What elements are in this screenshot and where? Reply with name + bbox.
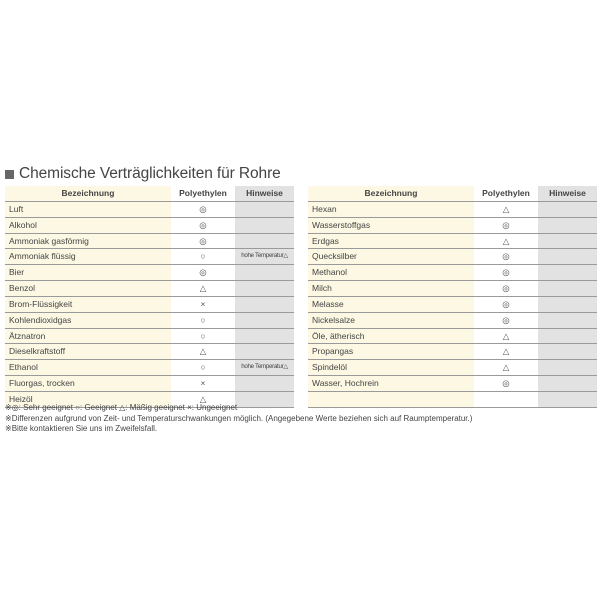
table-row bbox=[308, 233, 597, 249]
table-header-row bbox=[308, 186, 597, 201]
table-row bbox=[308, 360, 597, 376]
rating-symbol: × bbox=[200, 378, 206, 389]
chemical-name-cell: Benzol bbox=[5, 281, 171, 297]
table-row bbox=[308, 344, 597, 360]
rating-symbol: ○ bbox=[200, 314, 206, 325]
polyethylen-rating-cell bbox=[171, 376, 235, 392]
hinweise-cell bbox=[235, 344, 294, 360]
hinweise-cell bbox=[538, 201, 597, 217]
polyethylen-rating-cell bbox=[171, 312, 235, 328]
rating-symbol: △ bbox=[502, 235, 510, 246]
table-row bbox=[5, 360, 294, 376]
table-row bbox=[5, 265, 294, 281]
polyethylen-rating-cell bbox=[474, 296, 538, 312]
polyethylen-rating-cell bbox=[171, 217, 235, 233]
hinweise-cell bbox=[538, 312, 597, 328]
chemical-name-cell: Ätznatron bbox=[5, 328, 171, 344]
table-row bbox=[5, 249, 294, 265]
hinweise-cell bbox=[235, 265, 294, 281]
header-polyethylen: Polyethylen bbox=[171, 186, 235, 201]
rating-symbol: △ bbox=[502, 203, 510, 214]
table-row bbox=[308, 217, 597, 233]
chemical-name-cell: Alkohol bbox=[5, 217, 171, 233]
hinweise-cell bbox=[235, 217, 294, 233]
rating-symbol: ◎ bbox=[199, 219, 207, 230]
table-row bbox=[5, 296, 294, 312]
chemical-name-cell: Öle, ätherisch bbox=[308, 328, 474, 344]
polyethylen-rating-cell bbox=[474, 265, 538, 281]
chemical-name-cell: Ammoniak flüssig bbox=[5, 249, 171, 265]
hinweise-cell bbox=[235, 201, 294, 217]
rating-symbol: ◎ bbox=[502, 283, 510, 294]
rating-symbol: × bbox=[200, 298, 206, 309]
hinweise-cell bbox=[538, 391, 597, 407]
hinweise-cell: hohe Temperatur△ bbox=[235, 249, 294, 265]
polyethylen-rating-cell bbox=[474, 281, 538, 297]
table-row bbox=[5, 328, 294, 344]
hinweise-cell bbox=[235, 296, 294, 312]
polyethylen-rating-cell bbox=[171, 249, 235, 265]
rating-symbol: ◎ bbox=[502, 378, 510, 389]
legend-note: ※◎: Sehr geeignet ○: Geeignet △: Mäßig geeignet ×: Ungeeignet bbox=[5, 403, 238, 412]
polyethylen-rating-cell bbox=[171, 265, 235, 281]
hinweise-cell bbox=[538, 249, 597, 265]
chemical-name-cell: Dieselkraftstoff bbox=[5, 344, 171, 360]
hinweise-cell bbox=[235, 233, 294, 249]
rating-symbol: △ bbox=[502, 362, 510, 373]
header-bezeichnung: Bezeichnung bbox=[5, 186, 171, 201]
hinweise-cell: hohe Temperatur△ bbox=[235, 360, 294, 376]
rating-symbol: ◎ bbox=[502, 251, 510, 262]
rating-symbol: ○ bbox=[200, 251, 206, 262]
hinweise-cell bbox=[538, 360, 597, 376]
chemical-name-cell: Brom-Flüssigkeit bbox=[5, 296, 171, 312]
rating-symbol: △ bbox=[199, 283, 207, 294]
table-row bbox=[308, 376, 597, 392]
rating-symbol: △ bbox=[502, 346, 510, 357]
chemical-name-cell: Quecksilber bbox=[308, 249, 474, 265]
compatibility-table-right bbox=[308, 186, 597, 408]
hinweise-cell bbox=[538, 328, 597, 344]
table-row bbox=[308, 201, 597, 217]
table-row bbox=[5, 201, 294, 217]
polyethylen-rating-cell bbox=[474, 249, 538, 265]
header-bezeichnung: Bezeichnung bbox=[308, 186, 474, 201]
polyethylen-rating-cell bbox=[474, 391, 538, 407]
rating-symbol: ◎ bbox=[199, 267, 207, 278]
hinweise-cell bbox=[538, 217, 597, 233]
chemical-name-cell: Milch bbox=[308, 281, 474, 297]
title-bullet-square bbox=[5, 170, 14, 179]
rating-symbol: ○ bbox=[200, 330, 206, 341]
chemical-name-cell: Hexan bbox=[308, 201, 474, 217]
chemical-name-cell: Propangas bbox=[308, 344, 474, 360]
rating-symbol: ◎ bbox=[199, 203, 207, 214]
chemical-name-cell: Heizöl bbox=[5, 391, 171, 407]
table-row bbox=[308, 265, 597, 281]
polyethylen-rating-cell bbox=[171, 296, 235, 312]
table-row bbox=[308, 249, 597, 265]
hinweise-cell bbox=[538, 281, 597, 297]
rating-symbol: ◎ bbox=[199, 235, 207, 246]
polyethylen-rating-cell bbox=[171, 344, 235, 360]
polyethylen-rating-cell bbox=[474, 360, 538, 376]
hinweise-cell bbox=[538, 265, 597, 281]
hinweise-cell bbox=[538, 233, 597, 249]
page-title: Chemische Verträglichkeiten für Rohre bbox=[19, 165, 281, 182]
polyethylen-rating-cell bbox=[171, 360, 235, 376]
header-polyethylen: Polyethylen bbox=[474, 186, 538, 201]
rating-symbol: ◎ bbox=[502, 219, 510, 230]
chemical-name-cell: Luft bbox=[5, 201, 171, 217]
polyethylen-rating-cell bbox=[474, 376, 538, 392]
chemical-name-cell: Kohlendioxidgas bbox=[5, 312, 171, 328]
hinweise-cell bbox=[538, 344, 597, 360]
header-hinweise: Hinweise bbox=[235, 186, 294, 201]
rating-symbol: △ bbox=[502, 330, 510, 341]
rating-symbol: ○ bbox=[200, 362, 206, 373]
temperature-note: ※Differenzen aufgrund von Zeit- und Temperaturschwankungen möglich. (Angegebene Werte beziehen sich auf Raumptemperatur.) bbox=[5, 413, 473, 423]
table-row bbox=[5, 376, 294, 392]
hinweise-cell bbox=[235, 281, 294, 297]
hinweise-cell bbox=[538, 296, 597, 312]
table-row bbox=[5, 344, 294, 360]
chemical-name-cell: Nickelsalze bbox=[308, 312, 474, 328]
chemical-name-cell: Spindelöl bbox=[308, 360, 474, 376]
table-row bbox=[308, 312, 597, 328]
hinweise-cell bbox=[538, 376, 597, 392]
polyethylen-rating-cell bbox=[474, 201, 538, 217]
chemical-name-cell: Melasse bbox=[308, 296, 474, 312]
chemical-name-cell: Bier bbox=[5, 265, 171, 281]
table-row bbox=[5, 233, 294, 249]
polyethylen-rating-cell bbox=[474, 328, 538, 344]
chemical-name-cell: Ammoniak gasförmig bbox=[5, 233, 171, 249]
polyethylen-rating-cell bbox=[474, 312, 538, 328]
chemical-name-cell: Wasserstoffgas bbox=[308, 217, 474, 233]
chemical-name-cell: Ethanol bbox=[5, 360, 171, 376]
polyethylen-rating-cell bbox=[171, 201, 235, 217]
polyethylen-rating-cell bbox=[474, 344, 538, 360]
contact-note: ※Bitte kontaktieren Sie uns im Zweifelsfall. bbox=[5, 424, 158, 433]
table-header-row bbox=[5, 186, 294, 201]
table-row bbox=[308, 281, 597, 297]
chemical-name-cell: Fluorgas, trocken bbox=[5, 376, 171, 392]
hinweise-cell bbox=[235, 328, 294, 344]
hinweise-cell bbox=[235, 376, 294, 392]
rating-symbol: △ bbox=[199, 346, 207, 357]
section-title bbox=[5, 164, 281, 184]
hinweise-cell bbox=[235, 312, 294, 328]
rating-symbol: ◎ bbox=[502, 314, 510, 325]
rating-symbol: ◎ bbox=[502, 267, 510, 278]
polyethylen-rating-cell bbox=[474, 217, 538, 233]
polyethylen-rating-cell bbox=[171, 281, 235, 297]
rating-symbol: △ bbox=[199, 393, 207, 404]
chemical-name-cell: Wasser, Hochrein bbox=[308, 376, 474, 392]
table-row bbox=[308, 328, 597, 344]
polyethylen-rating-cell bbox=[474, 233, 538, 249]
table-row bbox=[5, 217, 294, 233]
polyethylen-rating-cell bbox=[171, 233, 235, 249]
chemical-name-cell: Methanol bbox=[308, 265, 474, 281]
chemical-name-cell: Erdgas bbox=[308, 233, 474, 249]
footnotes bbox=[5, 403, 472, 435]
table-row bbox=[5, 281, 294, 297]
rating-symbol: ◎ bbox=[502, 298, 510, 309]
table-row bbox=[308, 296, 597, 312]
compatibility-table-left bbox=[5, 186, 294, 408]
polyethylen-rating-cell bbox=[171, 328, 235, 344]
table-row bbox=[5, 312, 294, 328]
header-hinweise: Hinweise bbox=[538, 186, 597, 201]
